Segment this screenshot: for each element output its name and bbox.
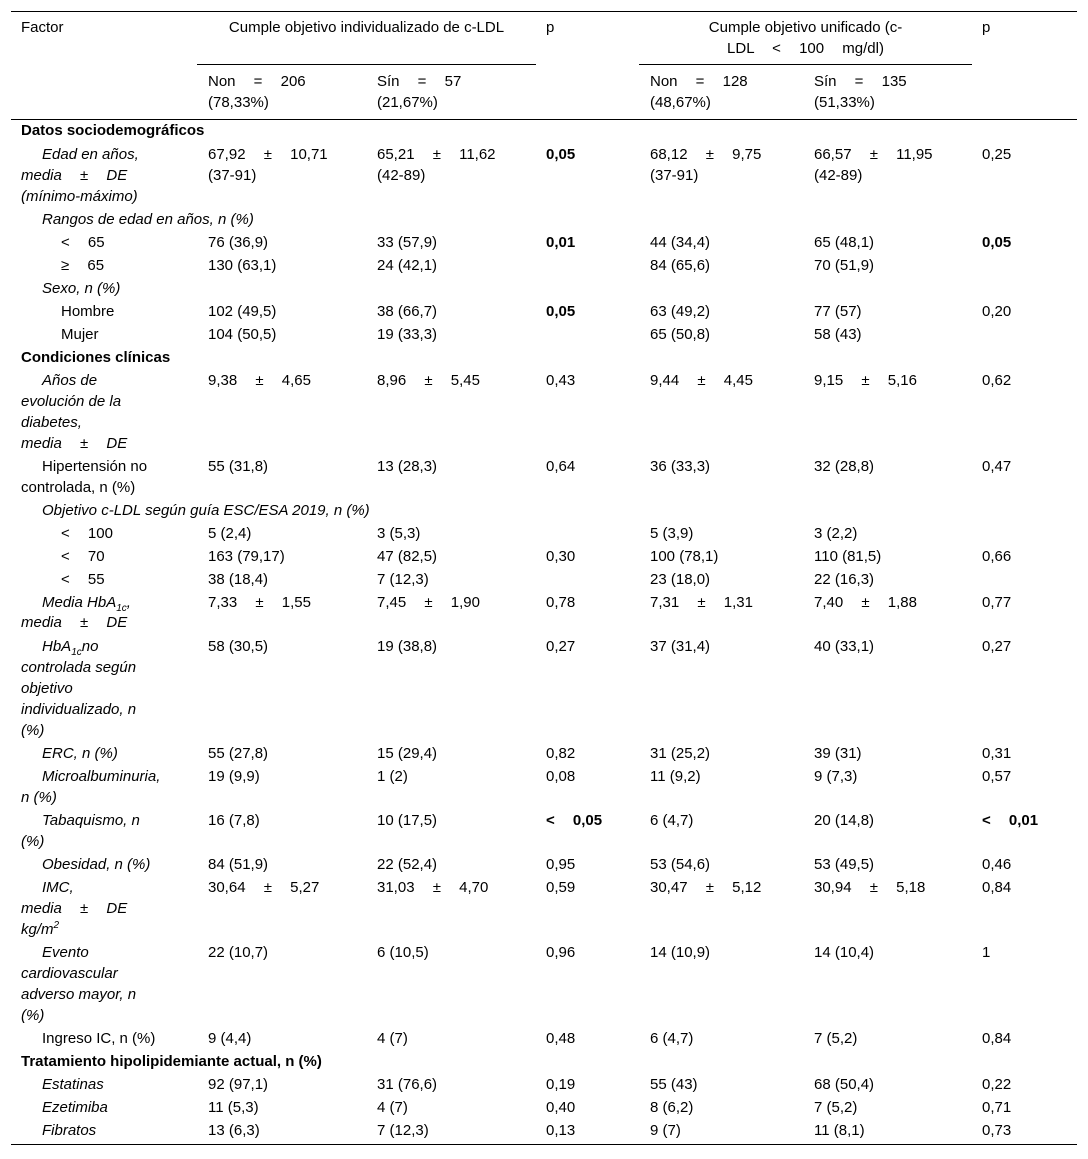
header-factor: Factor (21, 19, 64, 36)
cell-imc-a: 30,64 ± 5,27 (208, 879, 320, 896)
cell-lt70-p1: 0,30 (546, 548, 576, 565)
label-evento-4: (%) (21, 1007, 45, 1024)
cell-estatinas-c: 55 (43) (650, 1076, 698, 1093)
label-hta-1: Hipertensión no (42, 458, 148, 475)
cell-edad-p1: 0,05 (546, 146, 576, 163)
cell-ge65-c: 84 (65,6) (650, 257, 711, 274)
cell-ezetimiba-c: 8 (6,2) (650, 1099, 694, 1116)
cell-ezetimiba-a: 11 (5,3) (208, 1099, 259, 1116)
cell-obes-p1: 0,95 (546, 856, 576, 873)
cell-hba1c-nc-p1: 0,27 (546, 638, 576, 655)
cell-evento-a: 22 (10,7) (208, 944, 269, 961)
cell-micro-b: 1 (2) (377, 768, 408, 785)
cell-evento-p1: 0,96 (546, 944, 576, 961)
label-anos-2: evolución de la (21, 393, 122, 410)
cell-lt55-d: 22 (16,3) (814, 571, 875, 588)
cell-lt70-d: 110 (81,5) (814, 548, 882, 565)
cell-lt100-b: 3 (5,3) (377, 525, 421, 542)
group1-rule (197, 64, 536, 65)
label-obes: Obesidad, n (%) (42, 856, 151, 873)
label-ingreso: Ingreso IC, n (%) (42, 1030, 156, 1047)
cell-mujer-b: 19 (33,3) (377, 326, 438, 343)
header-group1: Cumple objetivo individualizado de c-LDL (228, 19, 505, 36)
header-g2-si-pct: (51,33%) (814, 94, 875, 111)
cell-lt100-d: 3 (2,2) (814, 525, 858, 542)
cell-taba-c: 6 (4,7) (650, 812, 694, 829)
cell-hta-c: 36 (33,3) (650, 458, 711, 475)
cell-ingreso-p2: 0,84 (982, 1030, 1012, 1047)
cell-lt70-p2: 0,66 (982, 548, 1012, 565)
cell-edad-p2: 0,25 (982, 146, 1012, 163)
table-bottom-rule (11, 1144, 1077, 1145)
cell-edad-d: 66,57 ± 11,95 (814, 146, 933, 163)
cell-obes-d: 53 (49,5) (814, 856, 875, 873)
cell-erc-b: 15 (29,4) (377, 745, 438, 762)
label-estatinas: Estatinas (42, 1076, 104, 1093)
label-hombre: Hombre (61, 303, 115, 320)
cell-hba1c-media-a: 7,33 ± 1,55 (208, 594, 311, 611)
cell-micro-a: 19 (9,9) (208, 768, 260, 785)
label-fibratos: Fibratos (42, 1122, 97, 1139)
cell-lt55-c: 23 (18,0) (650, 571, 711, 588)
cell-estatinas-p2: 0,22 (982, 1076, 1012, 1093)
cell-hta-p2: 0,47 (982, 458, 1012, 475)
cell-hombre-p2: 0,20 (982, 303, 1012, 320)
cell-imc-b: 31,03 ± 4,70 (377, 879, 489, 896)
label-erc: ERC, n (%) (42, 745, 118, 762)
cell-estatinas-d: 68 (50,4) (814, 1076, 875, 1093)
label-ezetimiba: Ezetimiba (42, 1099, 108, 1116)
cell-hba1c-media-d: 7,40 ± 1,88 (814, 594, 917, 611)
table-top-rule (11, 11, 1077, 12)
cell-lt55-b: 7 (12,3) (377, 571, 429, 588)
label-ge65: ≥ 65 (61, 257, 105, 274)
cell-lt65-p2: 0,05 (982, 234, 1012, 251)
section-trat: Tratamiento hipolipidemiante actual, n (%) (21, 1053, 322, 1070)
cell-estatinas-p1: 0,19 (546, 1076, 576, 1093)
cell-taba-b: 10 (17,5) (377, 812, 438, 829)
header-g1-no-pct: (78,33%) (208, 94, 269, 111)
cell-hombre-d: 77 (57) (814, 303, 862, 320)
header-group2-line1: Cumple objetivo unificado (c- (708, 19, 903, 36)
label-lt55: < 55 (61, 571, 105, 588)
label-taba-1: Tabaquismo, n (42, 812, 140, 829)
cell-ezetimiba-b: 4 (7) (377, 1099, 408, 1116)
cell-ezetimiba-p2: 0,71 (982, 1099, 1012, 1116)
header-p2: p (982, 19, 991, 36)
cell-micro-p2: 0,57 (982, 768, 1012, 785)
cell-micro-d: 9 (7,3) (814, 768, 858, 785)
cell-edad-c: 68,12 ± 9,75 (650, 146, 762, 163)
cell-micro-c: 11 (9,2) (650, 768, 701, 785)
header-p1: p (546, 19, 555, 36)
cell-erc-p1: 0,82 (546, 745, 576, 762)
cell-hta-d: 32 (28,8) (814, 458, 875, 475)
cell-lt70-c: 100 (78,1) (650, 548, 719, 565)
cell-anos-d: 9,15 ± 5,16 (814, 372, 917, 389)
label-hta-2: controlada, n (%) (21, 479, 136, 496)
cell-hba1c-nc-b: 19 (38,8) (377, 638, 438, 655)
section-clin: Condiciones clínicas (21, 349, 171, 366)
cell-erc-p2: 0,31 (982, 745, 1012, 762)
label-evento-3: adverso mayor, n (21, 986, 137, 1003)
cell-ezetimiba-p1: 0,40 (546, 1099, 576, 1116)
cell-evento-p2: 1 (982, 944, 991, 961)
label-sexo: Sexo, n (%) (42, 280, 121, 297)
cell-fibratos-p2: 0,73 (982, 1122, 1012, 1139)
cell-lt65-d: 65 (48,1) (814, 234, 875, 251)
label-hba1c-nc-3: objetivo (21, 680, 73, 697)
cell-hba1c-nc-d: 40 (33,1) (814, 638, 875, 655)
header-g1-no: Non = 206 (208, 73, 306, 90)
label-edad-1: Edad en años, (42, 146, 139, 163)
header-group2-line2: LDL < 100 mg/dl) (727, 40, 884, 57)
cell-edad-a: 67,92 ± 10,71 (208, 146, 328, 163)
label-imc-3: $kg/m^2$ (21, 920, 60, 938)
cell-hba1c-nc-a: 58 (30,5) (208, 638, 269, 655)
cell-edad-b-range: (42-89) (377, 167, 426, 184)
cell-evento-c: 14 (10,9) (650, 944, 711, 961)
label-hba1c-nc-2: controlada según (21, 659, 137, 676)
cell-taba-p1: < 0,05 (546, 812, 603, 829)
header-g2-no: Non = 128 (650, 73, 748, 90)
cell-estatinas-a: 92 (97,1) (208, 1076, 269, 1093)
cell-hta-a: 55 (31,8) (208, 458, 269, 475)
cell-lt100-a: 5 (2,4) (208, 525, 252, 542)
cell-fibratos-d: 11 (8,1) (814, 1122, 865, 1139)
cell-hba1c-nc-c: 37 (31,4) (650, 638, 711, 655)
label-anos-1: Años de (42, 372, 98, 389)
cell-erc-c: 31 (25,2) (650, 745, 711, 762)
cell-obes-b: 22 (52,4) (377, 856, 438, 873)
cell-taba-d: 20 (14,8) (814, 812, 875, 829)
cell-obes-p2: 0,46 (982, 856, 1012, 873)
cell-ge65-d: 70 (51,9) (814, 257, 875, 274)
label-edad-2: media ± DE (21, 167, 128, 184)
header-g1-si: Sín = 57 (377, 73, 462, 90)
label-objetivo: Objetivo c-LDL según guía ESC/ESA 2019, n (%) (42, 502, 370, 519)
cell-anos-p1: 0,43 (546, 372, 576, 389)
label-hba1c-media-1: Media HbA$_{1c}$, (42, 594, 131, 614)
cell-edad-b: 65,21 ± 11,62 (377, 146, 496, 163)
section-socio: Datos sociodemográficos (21, 122, 205, 139)
cell-estatinas-b: 31 (76,6) (377, 1076, 438, 1093)
cell-lt70-a: 163 (79,17) (208, 548, 285, 565)
cell-taba-p2: < 0,01 (982, 812, 1039, 829)
cell-ingreso-a: 9 (4,4) (208, 1030, 252, 1047)
cell-micro-p1: 0,08 (546, 768, 576, 785)
cell-lt65-a: 76 (36,9) (208, 234, 269, 251)
label-evento-2: cardiovascular (21, 965, 118, 982)
label-anos-4: media ± DE (21, 435, 128, 452)
header-g2-si: Sín = 135 (814, 73, 907, 90)
cell-ge65-a: 130 (63,1) (208, 257, 277, 274)
cell-anos-a: 9,38 ± 4,65 (208, 372, 311, 389)
cell-obes-c: 53 (54,6) (650, 856, 711, 873)
data-table (11, 11, 1077, 1145)
cell-ingreso-d: 7 (5,2) (814, 1030, 858, 1047)
cell-ingreso-c: 6 (4,7) (650, 1030, 694, 1047)
cell-imc-p1: 0,59 (546, 879, 576, 896)
label-lt70: < 70 (61, 548, 105, 565)
label-anos-3: diabetes, (21, 414, 82, 431)
cell-fibratos-a: 13 (6,3) (208, 1122, 260, 1139)
cell-hombre-b: 38 (66,7) (377, 303, 438, 320)
cell-hombre-p1: 0,05 (546, 303, 576, 320)
cell-lt65-p1: 0,01 (546, 234, 576, 251)
cell-anos-c: 9,44 ± 4,45 (650, 372, 753, 389)
cell-hba1c-media-c: 7,31 ± 1,31 (650, 594, 753, 611)
cell-fibratos-c: 9 (7) (650, 1122, 681, 1139)
label-rangos: Rangos de edad en años, n (%) (42, 211, 254, 228)
cell-obes-a: 84 (51,9) (208, 856, 269, 873)
label-edad-3: (mínimo-máximo) (21, 188, 138, 205)
cell-lt55-a: 38 (18,4) (208, 571, 269, 588)
cell-hombre-a: 102 (49,5) (208, 303, 277, 320)
cell-ezetimiba-d: 7 (5,2) (814, 1099, 858, 1116)
label-mujer: Mujer (61, 326, 99, 343)
label-lt100: < 100 (61, 525, 113, 542)
cell-ingreso-p1: 0,48 (546, 1030, 576, 1047)
label-hba1c-nc-4: individualizado, n (21, 701, 137, 718)
label-micro-1: Microalbuminuria, (42, 768, 161, 785)
cell-ge65-b: 24 (42,1) (377, 257, 438, 274)
cell-edad-c-range: (37-91) (650, 167, 699, 184)
group2-rule (639, 64, 972, 65)
cell-edad-a-range: (37-91) (208, 167, 257, 184)
cell-hba1c-media-p2: 0,77 (982, 594, 1012, 611)
cell-fibratos-b: 7 (12,3) (377, 1122, 429, 1139)
label-lt65: < 65 (61, 234, 105, 251)
label-hba1c-nc-5: (%) (21, 722, 45, 739)
cell-evento-b: 6 (10,5) (377, 944, 429, 961)
cell-erc-d: 39 (31) (814, 745, 862, 762)
cell-imc-d: 30,94 ± 5,18 (814, 879, 926, 896)
label-hba1c-media-2: media ± DE (21, 614, 128, 631)
cell-taba-a: 16 (7,8) (208, 812, 260, 829)
cell-lt70-b: 47 (82,5) (377, 548, 438, 565)
label-hba1c-nc-1: HbA$_{1c}$no (42, 638, 99, 658)
cell-ingreso-b: 4 (7) (377, 1030, 408, 1047)
cell-hba1c-media-b: 7,45 ± 1,90 (377, 594, 480, 611)
cell-anos-b: 8,96 ± 5,45 (377, 372, 480, 389)
cell-lt100-c: 5 (3,9) (650, 525, 694, 542)
cell-hombre-c: 63 (49,2) (650, 303, 711, 320)
cell-mujer-a: 104 (50,5) (208, 326, 277, 343)
header-g1-si-pct: (21,67%) (377, 94, 438, 111)
cell-fibratos-p1: 0,13 (546, 1122, 576, 1139)
cell-hta-p1: 0,64 (546, 458, 576, 475)
label-taba-2: (%) (21, 833, 45, 850)
label-imc-2: media ± DE (21, 900, 128, 917)
cell-hba1c-nc-p2: 0,27 (982, 638, 1012, 655)
cell-erc-a: 55 (27,8) (208, 745, 269, 762)
header-g2-no-pct: (48,67%) (650, 94, 711, 111)
cell-imc-p2: 0,84 (982, 879, 1012, 896)
label-evento-1: Evento (42, 944, 89, 961)
cell-evento-d: 14 (10,4) (814, 944, 875, 961)
label-micro-2: n (%) (21, 789, 57, 806)
cell-edad-d-range: (42-89) (814, 167, 863, 184)
cell-hta-b: 13 (28,3) (377, 458, 438, 475)
cell-hba1c-media-p1: 0,78 (546, 594, 576, 611)
cell-lt65-b: 33 (57,9) (377, 234, 438, 251)
cell-mujer-c: 65 (50,8) (650, 326, 711, 343)
cell-imc-c: 30,47 ± 5,12 (650, 879, 762, 896)
label-imc-1: IMC, (42, 879, 74, 896)
cell-mujer-d: 58 (43) (814, 326, 862, 343)
cell-lt65-c: 44 (34,4) (650, 234, 711, 251)
cell-anos-p2: 0,62 (982, 372, 1012, 389)
